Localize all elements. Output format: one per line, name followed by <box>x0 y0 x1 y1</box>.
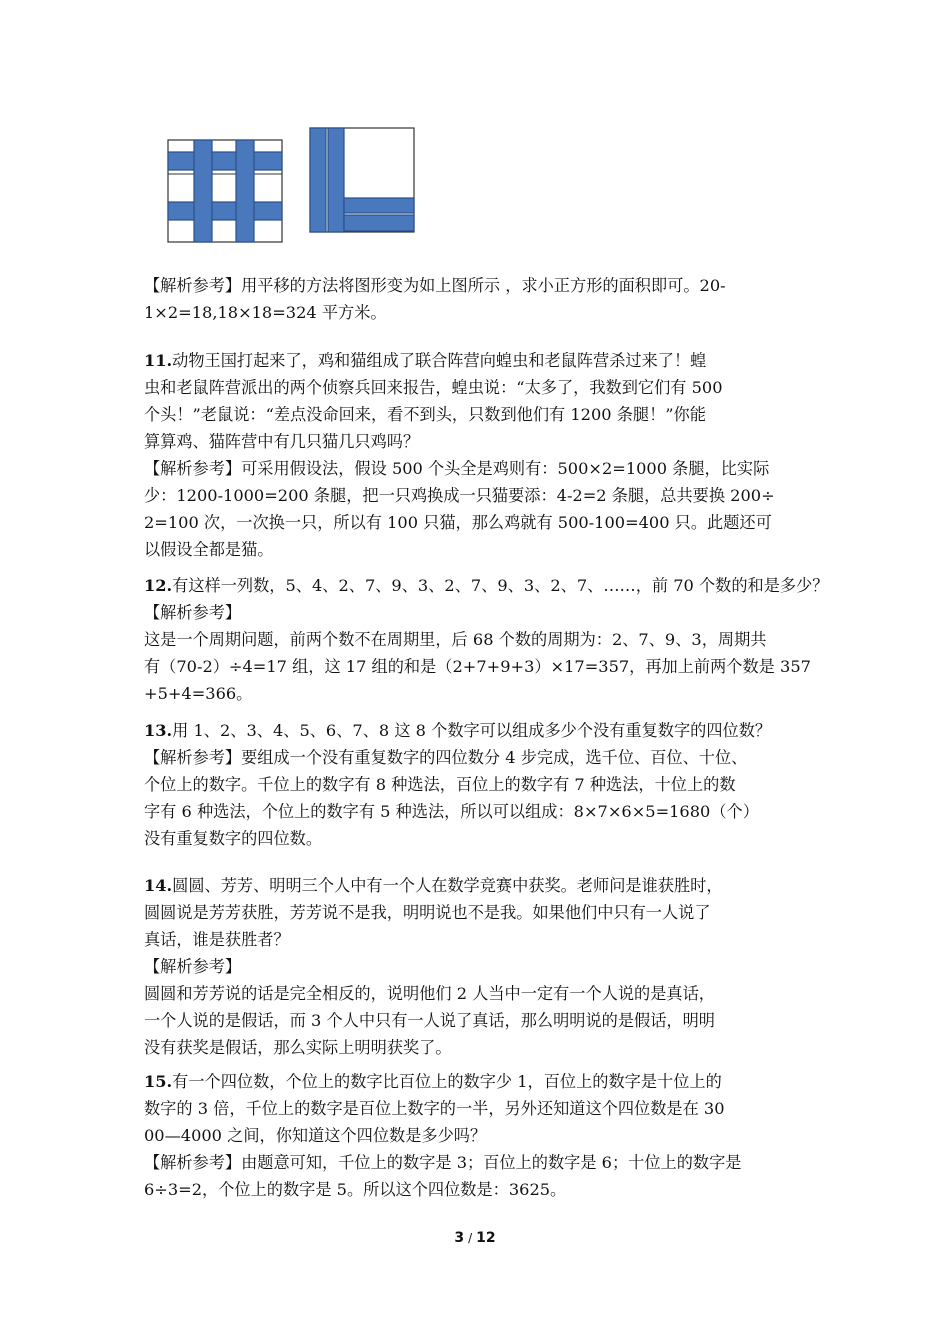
question-number: 14. <box>144 876 173 895</box>
text-line: 数字的 3 倍，千位上的数字是百位上数字的一半，另外还知道这个四位数是在 30 <box>144 1099 725 1118</box>
text-line: 字有 6 种选法，个位上的数字有 5 种选法，所以可以组成：8×7×6×5=1680（个） <box>144 802 759 821</box>
grid-with-crossing-strips-figure <box>164 136 288 246</box>
text-line: 【解析参考】用平移的方法将图形变为如上图所示 ，求小正方形的面积即可。20- <box>144 276 726 295</box>
question-number: 13. <box>144 721 173 740</box>
text-line: 有这样一列数，5、4、2、7、9、3、2、7、9、3、2、7、……，前 70 个数的和是多少？ <box>172 576 829 595</box>
text-line: 没有重复数字的四位数。 <box>144 829 323 848</box>
text-line: 2=100 次，一次换一只，所以有 100 只猫，那么鸡就有 500-100=400 只。此题还可 <box>144 513 772 532</box>
vertical-strip-right <box>236 140 254 242</box>
text-line: 个位上的数字。千位上的数字有 8 种选法，百位上的数字有 7 种选法，十位上的数 <box>144 775 736 794</box>
horizontal-strip-1 <box>344 198 414 213</box>
text-line: 有（70-2）÷4=17 组，这 17 组的和是（2+7+9+3）×17=357，再加上前两个数是 357 <box>144 657 811 676</box>
text-line: 【解析参考】 <box>144 957 242 976</box>
question-number: 11. <box>144 351 173 370</box>
text-line: 这是一个周期问题，前两个数不在周期里，后 68 个数的周期为：2、7、9、3，周期共 <box>144 630 767 649</box>
question-15 <box>144 1068 814 1203</box>
question-12 <box>144 572 829 707</box>
horizontal-strip-bottom <box>168 202 282 220</box>
text-line: +5+4=366。 <box>144 684 253 703</box>
text-line: 【解析参考】要组成一个没有重复数字的四位数分 4 步完成，选千位、百位、十位、 <box>144 748 748 767</box>
text-line: 少：1200-1000=200 条腿，把一只鸡换成一只猫要添：4-2=2 条腿，总共要换 200÷ <box>144 486 775 505</box>
text-line: 以假设全都是猫。 <box>144 540 274 559</box>
text-line: 虫和老鼠阵营派出的两个侦察兵回来报告，蝗虫说：“太多了，我数到它们有 500 <box>144 378 723 397</box>
text-line: 【解析参考】由题意可知，千位上的数字是 3；百位上的数字是 6；十位上的数字是 <box>144 1153 742 1172</box>
text-line: 没有获奖是假话，那么实际上明明获奖了。 <box>144 1038 452 1057</box>
page-separator: / <box>468 1231 473 1245</box>
question-14 <box>144 872 814 1061</box>
text-line: 圆圆和芳芳说的话是完全相反的，说明他们 2 人当中一定有一个人说的是真话， <box>144 984 715 1003</box>
translated-strips-figure <box>306 124 418 236</box>
vertical-strip-2 <box>328 128 344 232</box>
vertical-strip-1 <box>310 128 326 232</box>
current-page: 3 <box>454 1230 465 1246</box>
text-line: 【解析参考】 <box>144 603 242 622</box>
text-line: 个头！”老鼠说：“差点没命回来，看不到头，只数到他们有 1200 条腿！”你能 <box>144 405 706 424</box>
text-line: 圆圆、芳芳、明明三个人中有一个人在数学竞赛中获奖。老师问是谁获胜时， <box>172 876 723 895</box>
text-line: 【解析参考】可采用假设法，假设 500 个头全是鸡则有：500×2=1000 条腿，比实际 <box>144 459 770 478</box>
question-number: 15. <box>144 1072 173 1091</box>
question-13 <box>144 717 814 852</box>
text-line: 一个人说的是假话，而 3 个人中只有一人说了真话，那么明明说的是假话，明明 <box>144 1011 715 1030</box>
text-line: 动物王国打起来了，鸡和猫组成了联合阵营向蝗虫和老鼠阵营杀过来了！蝗 <box>172 351 707 370</box>
text-line: 用 1、2、3、4、5、6、7、8 这 8 个数字可以组成多少个没有重复数字的四位数？ <box>172 721 772 740</box>
text-line: 00—4000 之间，你知道这个四位数是多少吗？ <box>144 1126 487 1145</box>
text-line: 算算鸡、猫阵营中有几只猫几只鸡吗？ <box>144 432 420 451</box>
text-line: 有一个四位数，个位上的数字比百位上的数字少 1，百位上的数字是十位上的 <box>172 1072 722 1091</box>
question-number: 12. <box>144 576 173 595</box>
text-line: 6÷3=2，个位上的数字是 5。所以这个四位数是：3625。 <box>144 1180 567 1199</box>
text-line: 圆圆说是芳芳获胜，芳芳说不是我，明明说也不是我。如果他们中只有一人说了 <box>144 903 711 922</box>
horizontal-strip-top <box>168 152 282 170</box>
text-line: 真话，谁是获胜者？ <box>144 930 290 949</box>
q10-answer <box>144 272 814 326</box>
vertical-strip-left <box>194 140 212 242</box>
page-number <box>0 1230 950 1246</box>
question-11 <box>144 347 814 563</box>
text-line: 1×2=18,18×18=324 平方米。 <box>144 303 387 322</box>
horizontal-strip-2 <box>344 215 414 231</box>
total-pages: 12 <box>476 1230 496 1246</box>
